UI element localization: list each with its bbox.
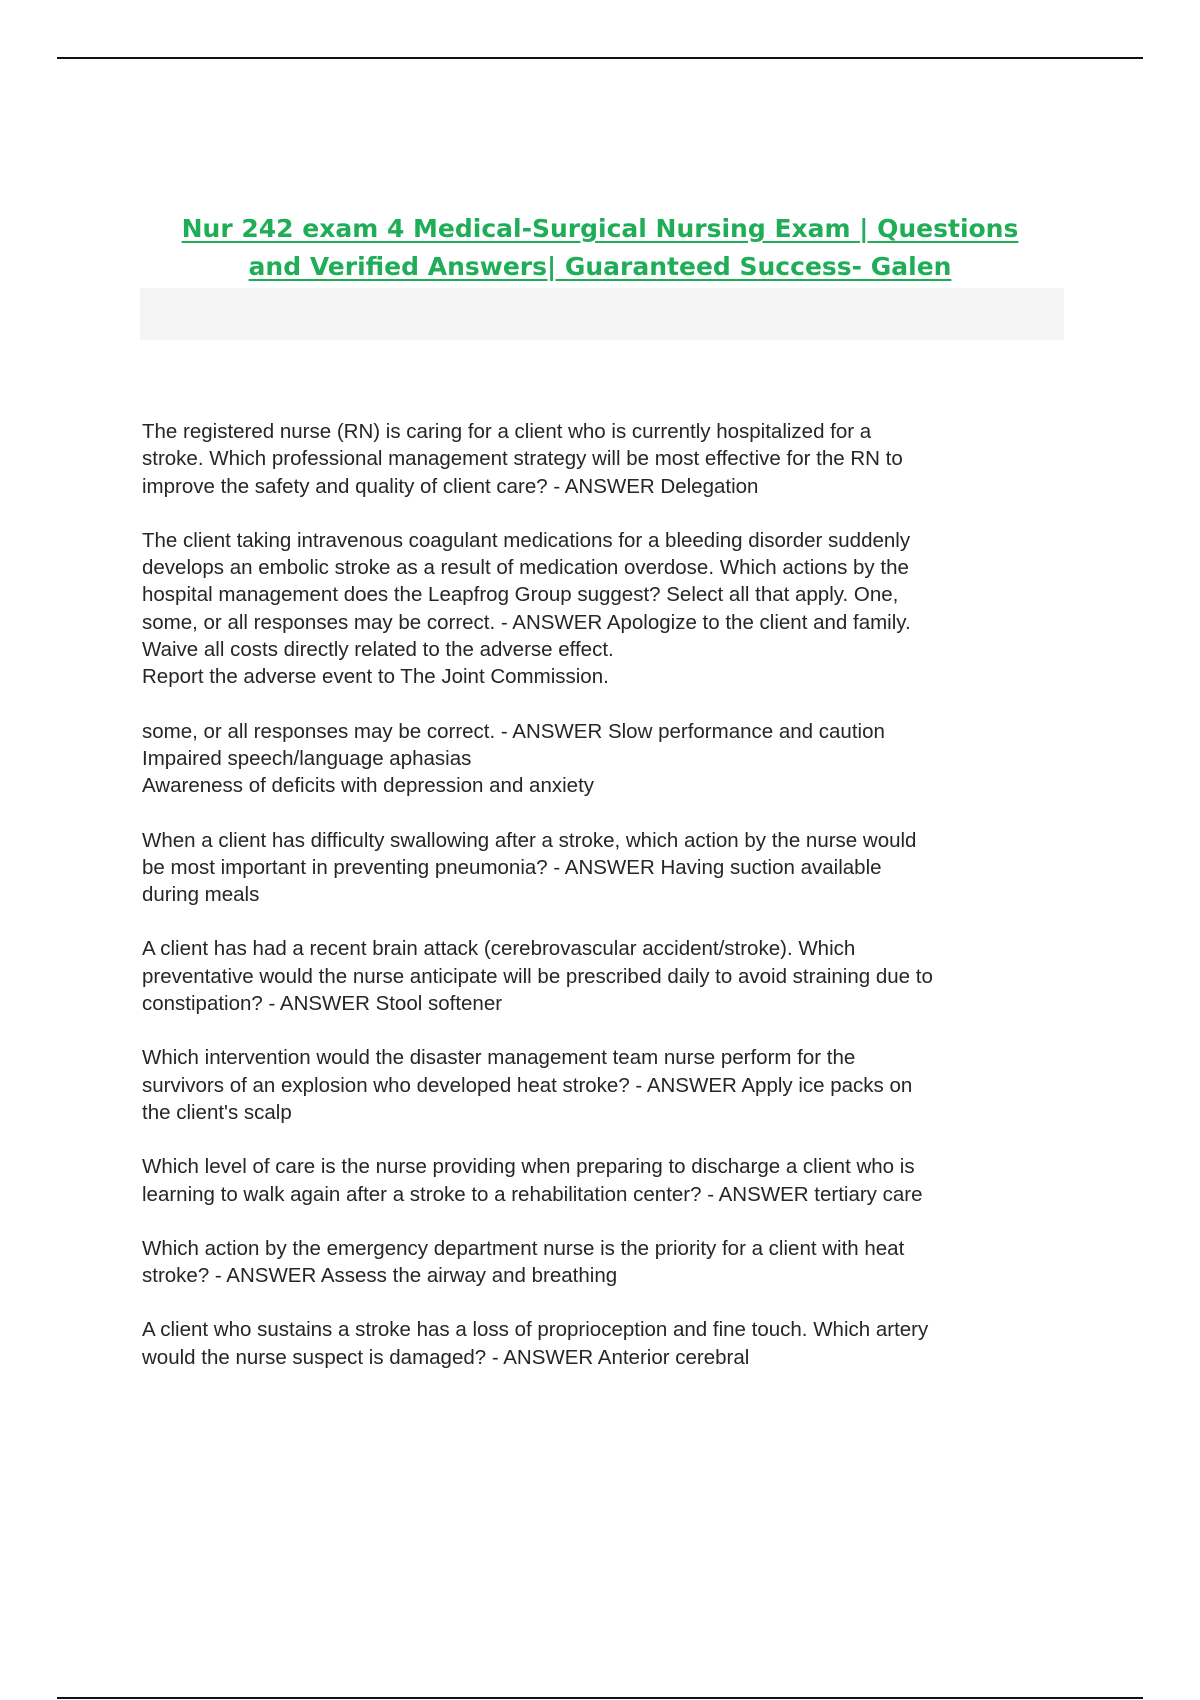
qa-item (142, 527, 1062, 691)
qa-line: during meals (142, 883, 260, 907)
qa-text (142, 527, 1062, 691)
qa-line: constipation? - ANSWER Stool softener (142, 992, 503, 1016)
qa-text (142, 718, 1062, 800)
bottom-rule (57, 1697, 1143, 1699)
qa-line: Which intervention would the disaster management team nurse perform for the (142, 1046, 856, 1070)
qa-text (142, 1153, 1062, 1208)
qa-line: Which action by the emergency department nurse is the priority for a client with heat (142, 1236, 905, 1260)
qa-text (142, 827, 1062, 909)
qa-line: Waive all costs directly related to the adverse effect. (142, 638, 614, 662)
qa-item (142, 1044, 1062, 1126)
qa-line: improve the safety and quality of client care? - ANSWER Delegation (142, 474, 759, 498)
qa-line: When a client has difficulty swallowing after a stroke, which action by the nurse would (142, 828, 917, 852)
qa-line: Awareness of deficits with depression and anxiety (142, 774, 595, 798)
qa-line: survivors of an explosion who developed heat stroke? - ANSWER Apply ice packs on (142, 1073, 913, 1097)
qa-line: some, or all responses may be correct. - ANSWER Slow performance and caution (142, 719, 885, 743)
document-title (140, 210, 1060, 286)
qa-text (142, 1044, 1062, 1126)
qa-text (142, 1235, 1062, 1290)
top-rule (57, 57, 1143, 59)
qa-line: the client's scalp (142, 1100, 292, 1124)
qa-list (142, 418, 1062, 1398)
qa-line: Impaired speech/language aphasias (142, 746, 472, 770)
title-line-2: and Verified Answers| Guaranteed Success- Galen (248, 252, 952, 281)
qa-line: stroke? - ANSWER Assess the airway and breathing (142, 1264, 618, 1288)
qa-item (142, 1153, 1062, 1208)
title-shade-band (140, 288, 1064, 340)
qa-line: A client has had a recent brain attack (cerebrovascular accident/stroke). Which (142, 937, 856, 961)
qa-item (142, 1316, 1062, 1371)
qa-line: some, or all responses may be correct. - ANSWER Apologize to the client and family. (142, 610, 911, 634)
qa-line: Which level of care is the nurse providing when preparing to discharge a client who is (142, 1155, 915, 1179)
qa-item (142, 1235, 1062, 1290)
qa-text (142, 418, 1062, 500)
qa-item (142, 935, 1062, 1017)
qa-text (142, 1316, 1062, 1371)
qa-line: stroke. Which professional management strategy will be most effective for the RN to (142, 447, 903, 471)
qa-line: learning to walk again after a stroke to a rehabilitation center? - ANSWER tertiary care (142, 1182, 923, 1206)
qa-line: would the nurse suspect is damaged? - ANSWER Anterior cerebral (142, 1345, 750, 1369)
qa-item (142, 827, 1062, 909)
qa-line: develops an embolic stroke as a result of medication overdose. Which actions by the (142, 556, 909, 580)
qa-line: Report the adverse event to The Joint Commission. (142, 665, 609, 689)
qa-text (142, 935, 1062, 1017)
qa-line: be most important in preventing pneumonia? - ANSWER Having suction available (142, 855, 882, 879)
qa-line: A client who sustains a stroke has a loss of proprioception and fine touch. Which artery (142, 1318, 929, 1342)
qa-line: The registered nurse (RN) is caring for a client who is currently hospitalized for a (142, 420, 872, 443)
qa-item (142, 718, 1062, 800)
qa-line: preventative would the nurse anticipate will be prescribed daily to avoid straining due to (142, 964, 933, 988)
title-line-1: Nur 242 exam 4 Medical-Surgical Nursing Exam | Questions (181, 214, 1019, 243)
qa-line: The client taking intravenous coagulant medications for a bleeding disorder suddenly (142, 528, 911, 552)
qa-line: hospital management does the Leapfrog Group suggest? Select all that apply. One, (142, 583, 899, 607)
qa-item (142, 418, 1062, 500)
